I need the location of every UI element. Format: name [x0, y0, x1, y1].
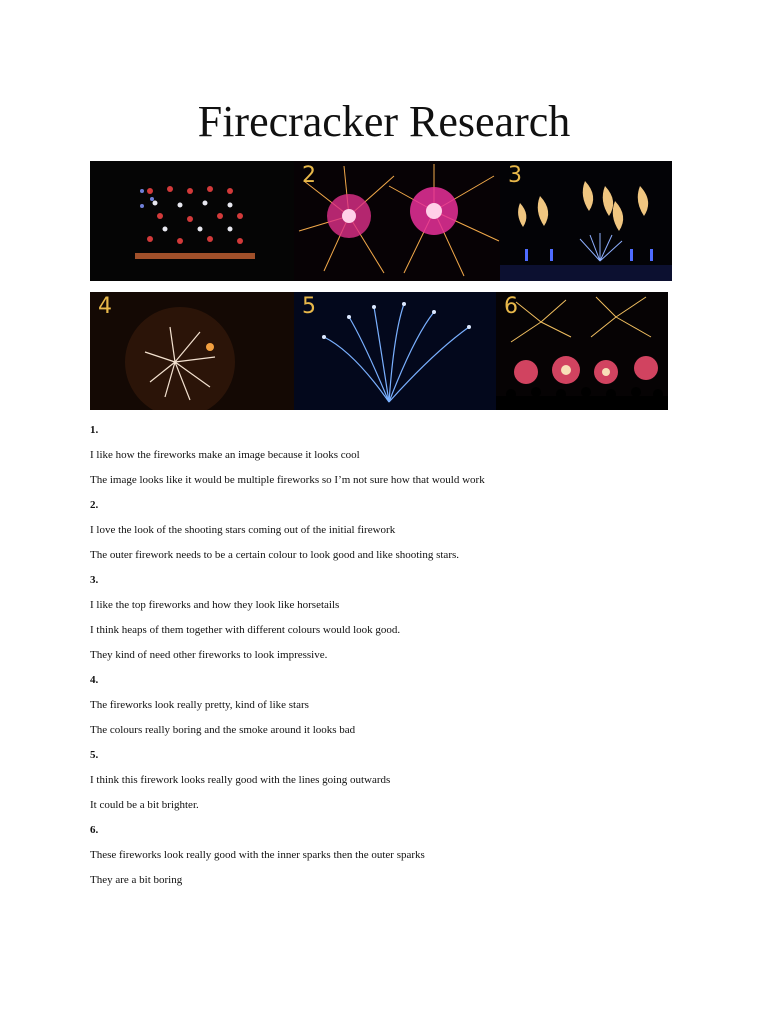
photo-label: 2	[302, 163, 316, 188]
pink-burst-graphic	[294, 161, 500, 281]
entry-line: The image looks like it would be multiple fireworks so I’m not sure how that would work	[90, 474, 485, 486]
entry-number: 4.	[90, 674, 99, 686]
entry-1	[90, 418, 690, 493]
blue-lines-graphic	[294, 292, 496, 410]
entry-number: 6.	[90, 824, 99, 836]
crowd-firework-graphic	[496, 292, 668, 410]
entry-line: I like how the fireworks make an image because it looks cool	[90, 449, 360, 461]
entry-number: 5.	[90, 749, 99, 761]
entry-4	[90, 668, 690, 743]
entry-2	[90, 493, 690, 568]
entry-line: They are a bit boring	[90, 874, 183, 886]
small-burst-graphic	[90, 292, 294, 410]
firework-photo-5	[294, 292, 496, 410]
page-title: Firecracker Research	[197, 97, 571, 146]
firework-photo-1	[90, 161, 294, 281]
flag-firework-graphic	[90, 161, 294, 281]
entry-line: These fireworks look really good with the inner sparks then the outer sparks	[90, 849, 425, 861]
entry-line: I think this firework looks really good with the lines going outwards	[90, 774, 391, 786]
entry-number: 1.	[90, 424, 99, 436]
research-notes	[90, 418, 690, 893]
entry-line: They kind of need other fireworks to look impressive.	[90, 649, 328, 661]
entry-5	[90, 743, 690, 818]
photo-label: 5	[302, 294, 316, 319]
entry-line: I like the top fireworks and how they look like horsetails	[90, 599, 340, 611]
photo-label: 6	[504, 294, 518, 319]
photo-label: 4	[98, 294, 112, 319]
entry-line: It could be a bit brighter.	[90, 799, 199, 811]
entry-line: The colours really boring and the smoke around it looks bad	[90, 724, 356, 736]
entry-line: I love the look of the shooting stars coming out of the initial firework	[90, 524, 396, 536]
firework-photo-2	[294, 161, 500, 281]
entry-line: I think heaps of them together with different colours would look good.	[90, 624, 401, 636]
firework-photo-3	[500, 161, 672, 281]
entry-number: 3.	[90, 574, 99, 586]
entry-line: The outer firework needs to be a certain colour to look good and like shooting stars.	[90, 549, 460, 561]
firework-photo-4	[90, 292, 294, 410]
photo-label: 3	[508, 163, 522, 188]
entry-3	[90, 568, 690, 668]
entry-line: The fireworks look really pretty, kind of like stars	[90, 699, 309, 711]
firework-photo-6	[496, 292, 668, 410]
horsetail-graphic	[500, 161, 672, 281]
entry-6	[90, 818, 690, 893]
entry-number: 2.	[90, 499, 99, 511]
